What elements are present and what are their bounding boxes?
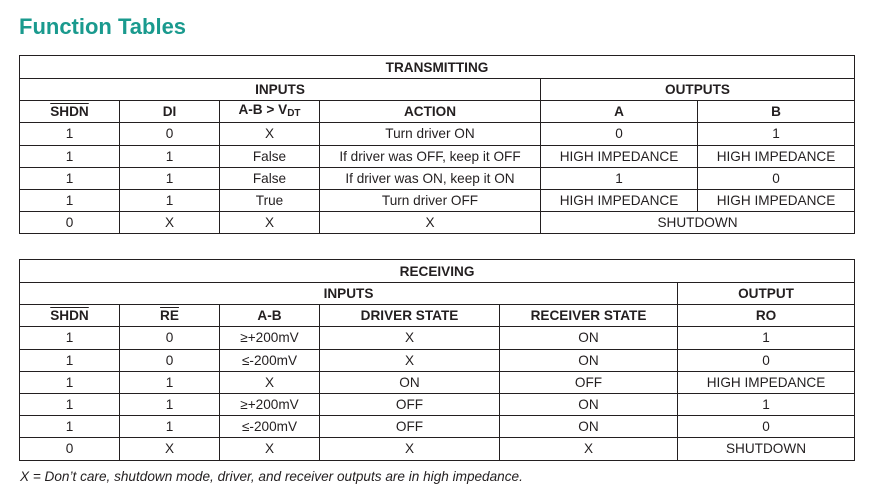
tx-cell-ab: False [220,167,320,189]
tx-cell-ab: X [220,212,320,234]
rx-cell-receiver: ON [500,349,678,371]
rx-cell-re: 1 [120,416,220,438]
rx-cell-shdn: 1 [20,416,120,438]
table-row [20,189,855,211]
rx-cell-re: 1 [120,393,220,415]
rx-output-header: OUTPUT [678,283,855,305]
rx-cell-ab: X [220,438,320,460]
tx-cell-a: HIGH IMPEDANCE [541,145,698,167]
rx-cell-shdn: 0 [20,438,120,460]
shdn-label: SHDN [50,104,89,120]
rx-col-receiver-state: RECEIVER STATE [500,305,678,327]
tx-cell-shdn: 1 [20,189,120,211]
table-row [20,123,855,145]
tx-cell-action: Turn driver OFF [320,189,541,211]
rx-cell-ro: 1 [678,327,855,349]
rx-col-re [120,305,220,327]
tx-cell-ab: False [220,145,320,167]
shdn-label: SHDN [50,308,89,324]
tx-cell-shdn: 1 [20,167,120,189]
tx-cell-a: 0 [541,123,698,145]
tx-cell-di: X [120,212,220,234]
tx-inputs-header: INPUTS [20,79,541,101]
rx-cell-shdn: 1 [20,349,120,371]
tx-col-ab [220,101,320,123]
table-row [20,212,855,234]
receiving-table [19,259,855,461]
vdt-subscript: DT [287,108,301,120]
table-row [20,349,855,371]
tx-cell-action: X [320,212,541,234]
tx-cell-b: HIGH IMPEDANCE [698,189,855,211]
tx-col-di: DI [120,101,220,123]
tx-col-a: A [541,101,698,123]
tx-cell-action: Turn driver ON [320,123,541,145]
rx-cell-re: 0 [120,349,220,371]
rx-cell-re: 1 [120,371,220,393]
rx-cell-ab: ≥+200mV [220,393,320,415]
rx-cell-re: 0 [120,327,220,349]
rx-cell-ro: SHUTDOWN [678,438,855,460]
tx-cell-b: 0 [698,167,855,189]
table-row [20,393,855,415]
tx-cell-ab: X [220,123,320,145]
footnote: X = Don’t care, shutdown mode, driver, and receiver outputs are in high impedance. [20,469,523,484]
rx-cell-ab: X [220,371,320,393]
tx-cell-shdn: 1 [20,145,120,167]
rx-cell-receiver: OFF [500,371,678,393]
table-row [20,327,855,349]
tx-cell-shdn: 0 [20,212,120,234]
rx-cell-ab: ≥+200mV [220,327,320,349]
tx-cell-di: 1 [120,189,220,211]
rx-cell-receiver: ON [500,416,678,438]
rx-cell-shdn: 1 [20,327,120,349]
rx-cell-shdn: 1 [20,393,120,415]
tx-col-action: ACTION [320,101,541,123]
receiving-title: RECEIVING [20,260,855,283]
tx-outputs-header: OUTPUTS [541,79,855,101]
tx-cell-di: 1 [120,167,220,189]
rx-cell-ro: 0 [678,416,855,438]
rx-cell-ro: HIGH IMPEDANCE [678,371,855,393]
rx-cell-re: X [120,438,220,460]
rx-cell-driver: X [320,349,500,371]
rx-cell-ro: 0 [678,349,855,371]
rx-cell-ab: ≤-200mV [220,349,320,371]
rx-cell-driver: X [320,327,500,349]
rx-cell-driver: X [320,438,500,460]
table-row [20,416,855,438]
table-row [20,371,855,393]
tx-cell-a: HIGH IMPEDANCE [541,189,698,211]
rx-cell-driver: ON [320,371,500,393]
tx-cell-ab: True [220,189,320,211]
ab-vdt-label: A-B > V [238,102,288,118]
rx-inputs-header: INPUTS [20,283,678,305]
page-title: Function Tables [19,14,187,39]
rx-cell-receiver: ON [500,393,678,415]
tx-cell-di: 0 [120,123,220,145]
tx-cell-di: 1 [120,145,220,167]
tx-cell-b: 1 [698,123,855,145]
rx-cell-shdn: 1 [20,371,120,393]
rx-cell-receiver: X [500,438,678,460]
tx-cell-b: HIGH IMPEDANCE [698,145,855,167]
tx-cell-action: If driver was OFF, keep it OFF [320,145,541,167]
tx-cell-shutdown: SHUTDOWN [541,212,855,234]
rx-col-driver-state: DRIVER STATE [320,305,500,327]
tx-col-b: B [698,101,855,123]
rx-col-ro: RO [678,305,855,327]
rx-cell-driver: OFF [320,393,500,415]
rx-cell-receiver: ON [500,327,678,349]
re-label: $\overline{RE}$ [160,308,179,324]
rx-col-ab: A-B [220,305,320,327]
tx-col-shdn [20,101,120,123]
tx-cell-shdn: 1 [20,123,120,145]
tx-cell-action: If driver was ON, keep it ON [320,167,541,189]
rx-cell-ro: 1 [678,393,855,415]
transmitting-table [19,55,855,234]
table-row [20,167,855,189]
transmitting-title: TRANSMITTING [20,56,855,79]
table-row [20,145,855,167]
rx-cell-ab: ≤-200mV [220,416,320,438]
table-row [20,438,855,460]
tx-cell-a: 1 [541,167,698,189]
rx-col-shdn [20,305,120,327]
rx-cell-driver: OFF [320,416,500,438]
